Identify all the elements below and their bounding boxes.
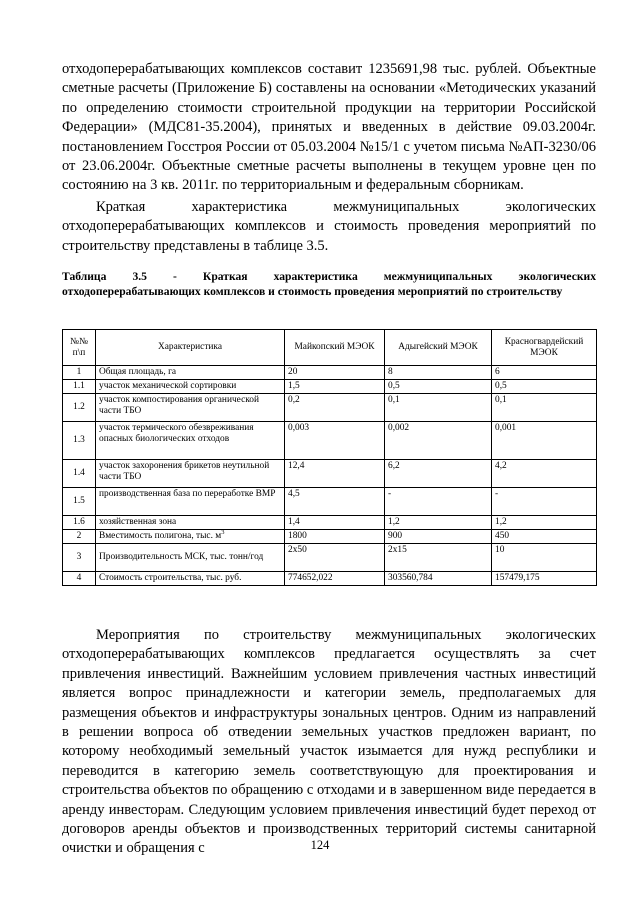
value-maikop: 1800 (285, 530, 385, 544)
value-adygei: 2х15 (385, 544, 492, 572)
table-row (63, 530, 597, 544)
paragraph-investments: Мероприятия по строительству межмуниципальных экологических отходоперерабатывающих комплексов предлагается осуществлять за счет привлечения инвестиций. Важнейшим условием привлечения частных инвестиций является вопрос принадлежности и категории земель, предполагаемых для размещения объектов и инфраструктуры зональных центров. Одним из направлений в решении вопроса об отведении земельных участков предложен вариант, по которому необходимый земельный участок изымается для нужд республики и переводится в категорию земель соответствующую для проектирования и строительства объектов по обращению с отходами и в завершенном виде передается в аренду инвесторам. Следующим условием привлечения инвестиций будет переход от договоров аренды объектов и производственных территорий системы санитарной очистки и обращения с (62, 627, 596, 857)
value-adygei: 0,002 (385, 422, 492, 460)
value-adygei: 303560,784 (385, 572, 492, 586)
row-num: 1.5 (63, 488, 96, 516)
value-adygei: 0,1 (385, 394, 492, 422)
table-header-row (63, 330, 597, 366)
row-num: 1.6 (63, 516, 96, 530)
value-krasnogvard: 4,2 (492, 460, 597, 488)
header-num: №№ п\п (63, 330, 96, 366)
value-krasnogvard: 157479,175 (492, 572, 597, 586)
value-krasnogvard: 450 (492, 530, 597, 544)
row-num: 1.1 (63, 380, 96, 394)
row-num: 1.4 (63, 460, 96, 488)
row-num: 3 (63, 544, 96, 572)
page-number: 124 (310, 838, 330, 852)
table-row (63, 488, 597, 516)
row-characteristic-text: Вместимость полигона, тыс. м (99, 531, 222, 542)
row-characteristic: участок захоронения брикетов неутильной части ТБО (96, 460, 285, 488)
value-maikop: 20 (285, 366, 385, 380)
value-adygei: - (385, 488, 492, 516)
paragraph-table-reference: Краткая характеристика межмуниципальных экологических отходоперерабатывающих комплексов и стоимость проведения мероприятий по строительству представлены в таблице 3.5. (62, 199, 596, 254)
row-characteristic: участок компостирования органической части ТБО (96, 394, 285, 422)
value-adygei: 900 (385, 530, 492, 544)
header-maikop: Майкопский МЭОК (285, 330, 385, 366)
unit-superscript: 3 (221, 529, 225, 536)
header-characteristic: Характеристика (96, 330, 285, 366)
value-maikop: 12,4 (285, 460, 385, 488)
paragraph-cost-estimate: отходоперерабатывающих комплексов составит 1235691,98 тыс. рублей. Объектные сметные расчеты (Приложение Б) составлены на основании «Методических указаний по определению стоимости строительной продукции на территории Российской Федерации» (МДС81-35.2004), принятых и введенных в действие 09.03.2004г. постановлением Госстроя России от 05.03.2004 №15/1 с учетом письма №АП-3230/06 от 23.06.2004г. Объектные сметные расчеты выполнены в текущем уровне цен по состоянию на 3 кв. 2011г. по территориальным и федеральным сборникам. (62, 61, 596, 194)
value-adygei: 8 (385, 366, 492, 380)
row-num: 1 (63, 366, 96, 380)
value-maikop: 2х50 (285, 544, 385, 572)
row-num: 2 (63, 530, 96, 544)
row-characteristic: участок термического обезвреживания опасных биологических отходов (96, 422, 285, 460)
row-num: 1.2 (63, 394, 96, 422)
value-krasnogvard: 0,1 (492, 394, 597, 422)
value-adygei: 0,5 (385, 380, 492, 394)
table-caption: Таблица 3.5 - Краткая характеристика межмуниципальных экологических отходоперерабатывающих комплексов и стоимость проведения мероприятий по строительству (62, 270, 596, 299)
table-row (63, 366, 597, 380)
value-krasnogvard: 10 (492, 544, 597, 572)
row-characteristic: хозяйственная зона (96, 516, 285, 530)
table-row (63, 394, 597, 422)
table-3-5 (62, 329, 597, 586)
value-krasnogvard: 6 (492, 366, 597, 380)
value-maikop: 1,4 (285, 516, 385, 530)
row-num: 1.3 (63, 422, 96, 460)
value-maikop: 1,5 (285, 380, 385, 394)
value-maikop: 774652,022 (285, 572, 385, 586)
table-row (63, 544, 597, 572)
table-row (63, 460, 597, 488)
row-num: 4 (63, 572, 96, 586)
row-characteristic (96, 530, 285, 544)
row-characteristic: Производительность МСК, тыс. тонн/год (96, 544, 285, 572)
value-adygei: 6,2 (385, 460, 492, 488)
value-maikop: 0,003 (285, 422, 385, 460)
row-characteristic: производственная база по переработке ВМР (96, 488, 285, 516)
value-maikop: 0,2 (285, 394, 385, 422)
row-characteristic: Общая площадь, га (96, 366, 285, 380)
value-krasnogvard: 0,001 (492, 422, 597, 460)
value-maikop: 4,5 (285, 488, 385, 516)
value-krasnogvard: 0,5 (492, 380, 597, 394)
table-row (63, 572, 597, 586)
header-adygei: Адыгейский МЭОК (385, 330, 492, 366)
table-row (63, 422, 597, 460)
table-row (63, 516, 597, 530)
header-krasnogvard: Красногвардейский МЭОК (492, 330, 597, 366)
value-krasnogvard: - (492, 488, 597, 516)
row-characteristic: участок механической сортировки (96, 380, 285, 394)
value-krasnogvard: 1,2 (492, 516, 597, 530)
row-characteristic: Стоимость строительства, тыс. руб. (96, 572, 285, 586)
table-row (63, 380, 597, 394)
value-adygei: 1,2 (385, 516, 492, 530)
